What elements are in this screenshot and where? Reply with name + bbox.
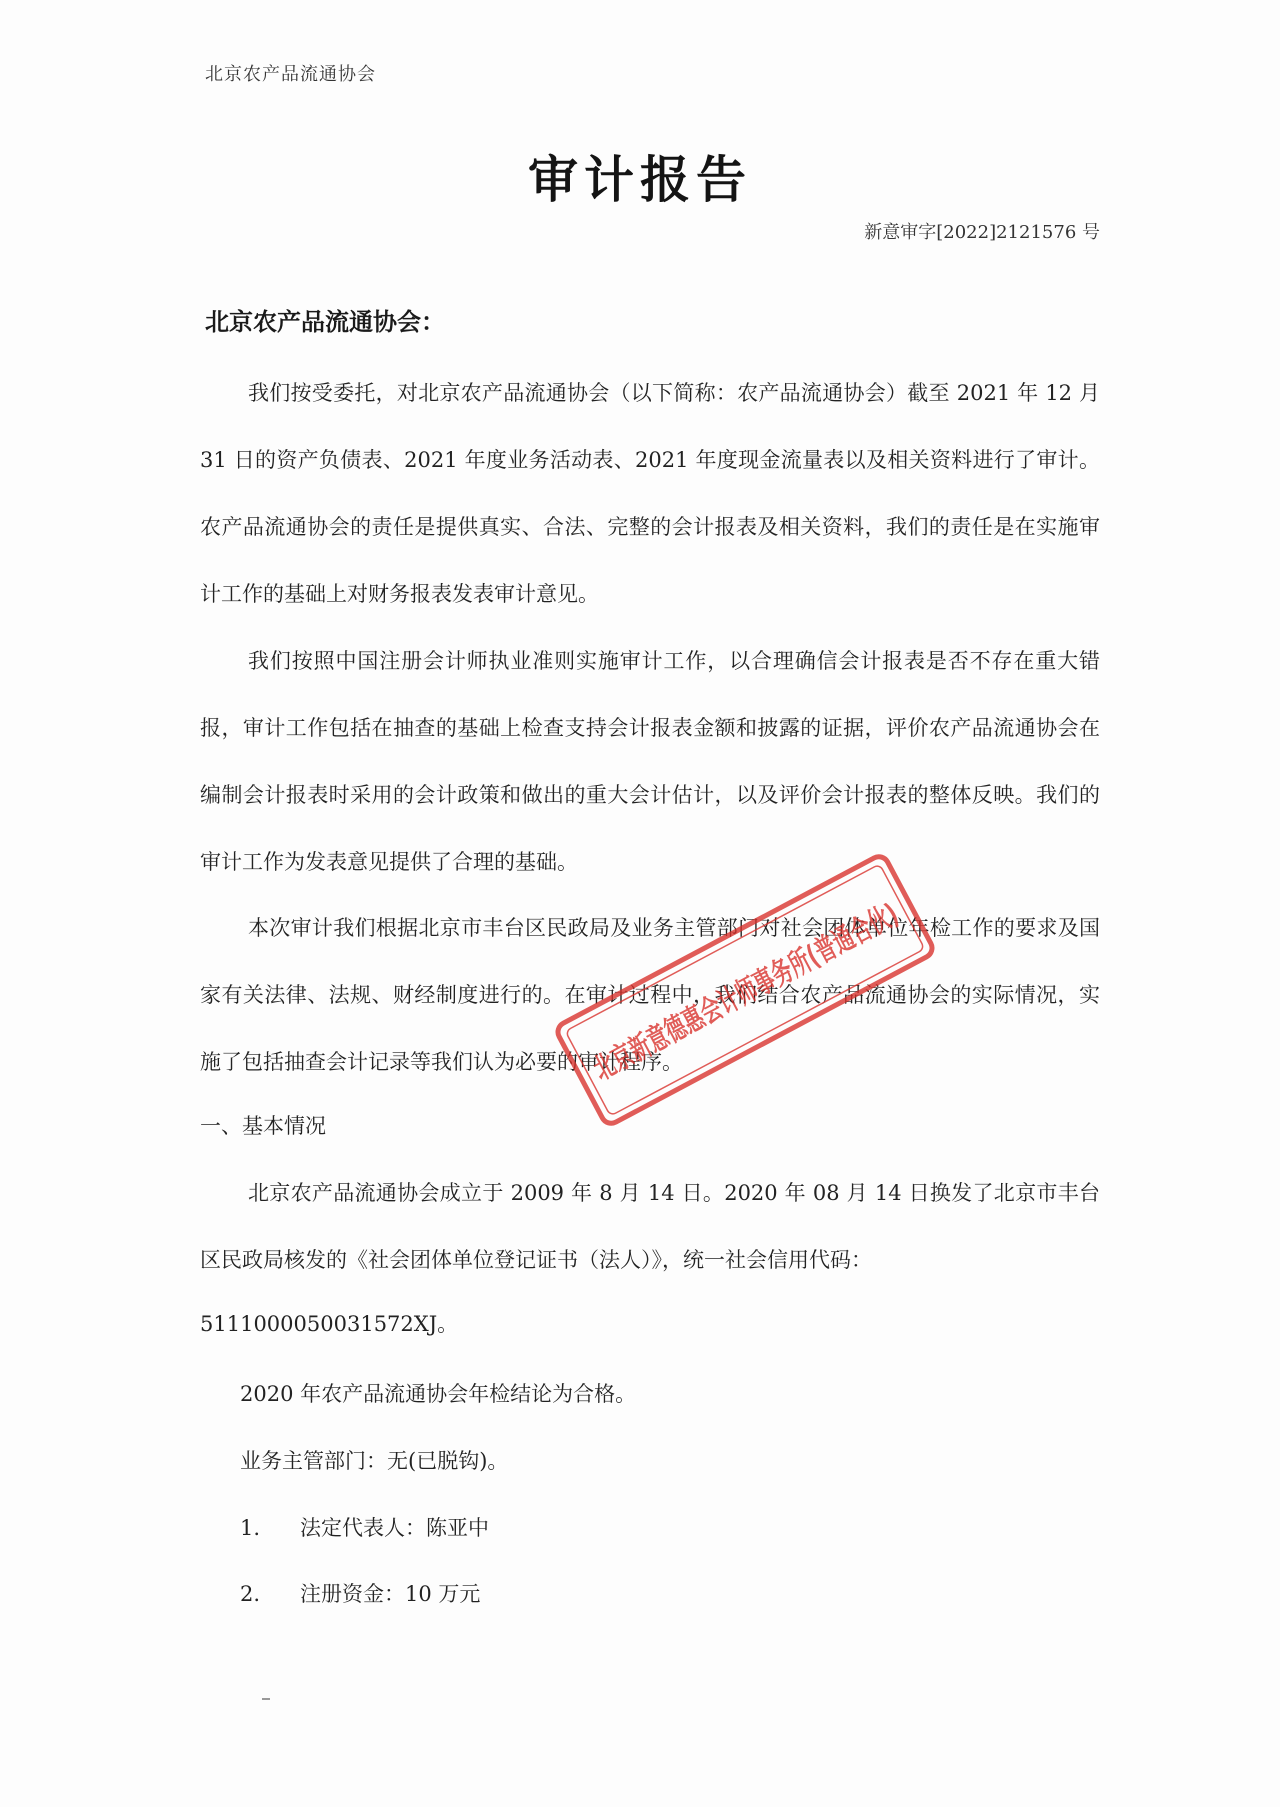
list-item-number: 2. <box>240 1582 261 1606</box>
seal-text: 北京新意德惠会计师事务所(普通合伙) <box>587 847 941 1088</box>
header-organization: 北京农产品流通协会 <box>205 64 376 85</box>
list-item <box>240 1578 480 1608</box>
supervising-department: 业务主管部门：无(已脱钩)。 <box>240 1449 509 1473</box>
credit-code: 5111000050031572XJ。 <box>200 1312 459 1336</box>
salutation: 北京农产品流通协会： <box>205 307 445 336</box>
list-item-text: 注册资金：10 万元 <box>300 1582 481 1606</box>
annual-inspection-result: 2020 年农产品流通协会年检结论为合格。 <box>240 1382 637 1406</box>
paragraph-basis: 本次审计我们根据北京市丰台区民政局及业务主管部门对社会团体单位年检工作的要求及国家有关法律、法规、财经制度进行的。在审计过程中，我们结合农产品流通协会的实际情况，实施了包括抽查会计记录等我们认为必要的审计程序。 <box>200 916 1100 1074</box>
document-title: 审计报告 <box>528 150 752 209</box>
paragraph-engagement: 我们按受委托，对北京农产品流通协会（以下简称：农产品流通协会）截至 2021 年 12 月 31 日的资产负债表、2021 年度业务活动表、2021 年度现金流量表以及相关资料进行了审计。农产品流通协会的责任是提供真实、合法、完整的会计报表及相关资料，我们的责任是在实施审计工作的基础上对财务报表发表审计意见。 <box>200 381 1100 606</box>
list-item-number: 1. <box>240 1516 261 1540</box>
paragraph-basic-info: 北京农产品流通协会成立于 2009 年 8 月 14 日。2020 年 08 月 14 日换发了北京市丰台区民政局核发的《社会团体单位登记证书（法人）》，统一社会信用代码： <box>200 1181 1100 1272</box>
document-number: 新意审字[2022]2121576 号 <box>864 222 1100 243</box>
list-item <box>240 1512 489 1542</box>
scan-mark <box>262 1698 270 1700</box>
paragraph-standards: 我们按照中国注册会计师执业准则实施审计工作，以合理确信会计报表是否不存在重大错报，审计工作包括在抽查的基础上检查支持会计报表金额和披露的证据，评价农产品流通协会在编制会计报表时采用的会计政策和做出的重大会计估计，以及评价会计报表的整体反映。我们的审计工作为发表意见提供了合理的基础。 <box>200 649 1100 874</box>
section-heading-basic-info: 一、基本情况 <box>200 1114 326 1138</box>
list-item-text: 法定代表人：陈亚中 <box>300 1516 489 1540</box>
